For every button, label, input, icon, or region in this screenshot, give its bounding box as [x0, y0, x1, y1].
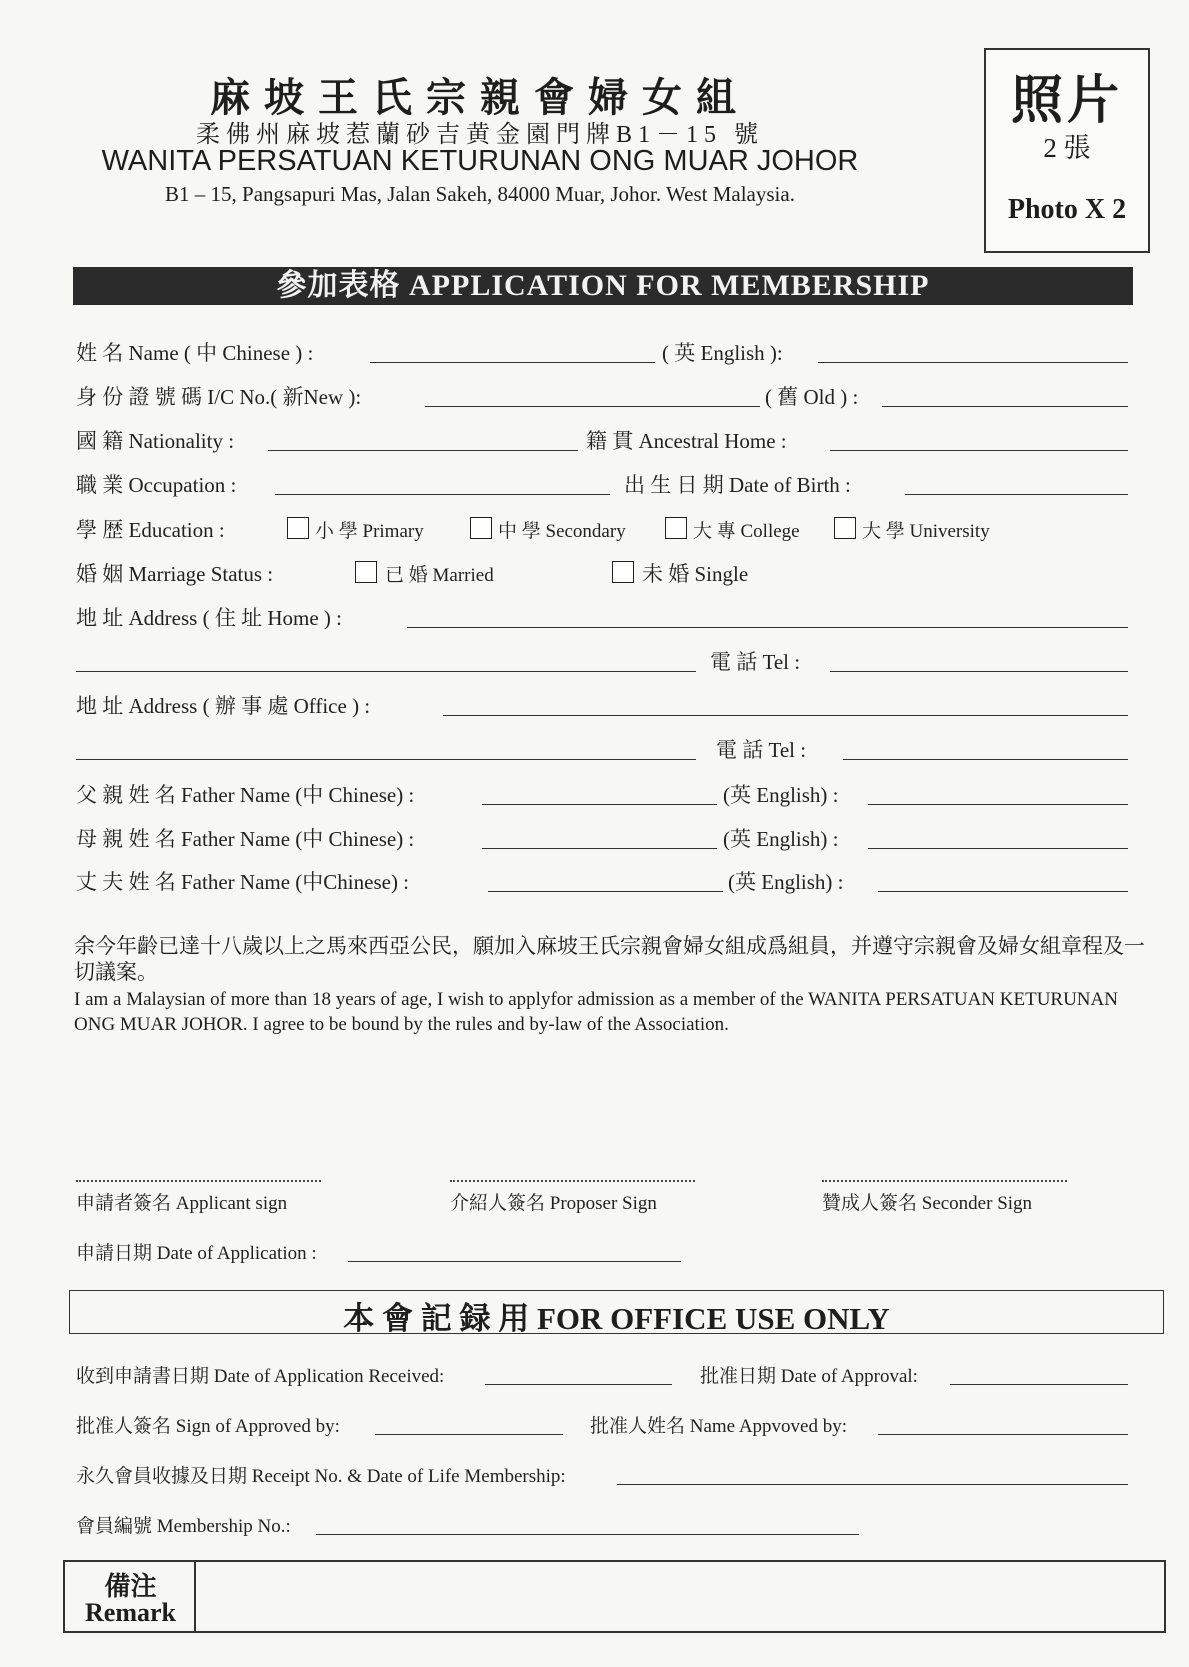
proposer-sign-line[interactable]	[450, 1180, 695, 1182]
name-english-label: ( 英 English ):	[662, 341, 783, 365]
remark-label-english: Remark	[85, 1598, 176, 1627]
nationality-label: 國 籍 Nationality :	[76, 429, 235, 453]
mother-name-chinese-label: 母 親 姓 名 Father Name (中 Chinese) :	[76, 827, 415, 851]
husband-name-english-label: (英 English) :	[728, 870, 844, 894]
office-address-field-line2[interactable]	[76, 759, 696, 760]
education-secondary-checkbox[interactable]	[470, 517, 492, 539]
name-approved-field[interactable]	[878, 1434, 1128, 1435]
name-approved-label: 批准人姓名 Name Appvoved by:	[590, 1416, 848, 1437]
husband-name-chinese-label: 丈 夫 姓 名 Father Name (中Chinese) :	[76, 870, 410, 894]
applicant-sign-label: 申請者簽名 Applicant sign	[76, 1193, 288, 1214]
occupation-label: 職 業 Occupation :	[76, 473, 237, 497]
photo-label-chinese: 照片	[1010, 71, 1123, 131]
declaration-english: I am a Malaysian of more than 18 years of age, I wish to applyfor admission as a member of the WANITA PERSATUAN KETURUNAN ONG MUAR JOHOR. I agree to be bound by the rules and by-law of the Association.	[74, 989, 1118, 1035]
org-name-chinese: 麻坡王氏宗親會婦女組	[210, 75, 750, 121]
name-chinese-field[interactable]	[370, 362, 655, 363]
education-secondary-label: 中 學 Secondary	[498, 521, 626, 542]
home-tel-field[interactable]	[830, 671, 1128, 672]
office-use-title: 本 會 記 録 用 FOR OFFICE USE ONLY	[343, 1301, 890, 1336]
remark-label-cell	[65, 1562, 196, 1631]
date-of-application-field[interactable]	[348, 1261, 681, 1262]
single-checkbox[interactable]	[612, 561, 634, 583]
membership-no-field[interactable]	[316, 1534, 859, 1535]
remark-box	[63, 1560, 1166, 1633]
education-primary-label: 小 學 Primary	[315, 521, 424, 542]
married-label: 已 婚 Married	[385, 565, 494, 586]
dob-field[interactable]	[905, 494, 1128, 495]
office-address-label: 地 址 Address ( 辦 事 處 Office ) :	[76, 694, 371, 718]
father-name-english-label: (英 English) :	[723, 783, 839, 807]
ic-old-field[interactable]	[882, 406, 1128, 407]
education-college-checkbox[interactable]	[665, 517, 687, 539]
married-checkbox[interactable]	[355, 561, 377, 583]
org-name-english: WANITA PERSATUAN KETURUNAN ONG MUAR JOHOR	[101, 145, 859, 177]
education-university-checkbox[interactable]	[834, 517, 856, 539]
seconder-sign-line[interactable]	[822, 1180, 1067, 1182]
application-received-label: 收到申請書日期 Date of Application Received:	[76, 1366, 445, 1387]
husband-name-english-field[interactable]	[878, 891, 1128, 892]
office-use-header	[69, 1290, 1164, 1334]
home-address-field-line2[interactable]	[76, 671, 696, 672]
home-address-label: 地 址 Address ( 住 址 Home ) :	[76, 606, 342, 630]
seconder-sign-label: 贊成人簽名 Seconder Sign	[822, 1193, 1033, 1214]
education-college-label: 大 專 College	[693, 521, 800, 542]
receipt-field[interactable]	[617, 1484, 1128, 1485]
sign-approved-field[interactable]	[375, 1434, 563, 1435]
approval-date-field[interactable]	[950, 1384, 1128, 1385]
marriage-status-label: 婚 姻 Marriage Status :	[76, 562, 274, 586]
husband-name-chinese-field[interactable]	[488, 891, 723, 892]
nationality-field[interactable]	[268, 450, 578, 451]
ic-old-label: ( 舊 Old ) :	[765, 385, 859, 409]
dob-label: 出 生 日 期 Date of Birth :	[624, 473, 851, 497]
father-name-english-field[interactable]	[868, 804, 1128, 805]
office-tel-label: 電 話 Tel :	[716, 738, 807, 762]
office-tel-field[interactable]	[843, 759, 1128, 760]
receipt-label: 永久會員收據及日期 Receipt No. & Date of Life Membership:	[76, 1466, 566, 1487]
approval-date-label: 批准日期 Date of Approval:	[700, 1366, 918, 1387]
father-name-chinese-label: 父 親 姓 名 Father Name (中 Chinese) :	[76, 783, 415, 807]
application-received-field[interactable]	[485, 1384, 672, 1385]
photo-box	[984, 48, 1150, 253]
ancestral-home-field[interactable]	[830, 450, 1128, 451]
membership-no-label: 會員編號 Membership No.:	[76, 1516, 291, 1537]
ic-new-label: 身 份 證 號 碼 I/C No.( 新New ):	[76, 385, 362, 409]
father-name-chinese-field[interactable]	[482, 804, 717, 805]
ancestral-home-label: 籍 貫 Ancestral Home :	[586, 429, 787, 453]
home-tel-label: 電 話 Tel :	[710, 650, 801, 674]
declaration-chinese: 余今年齡已達十八歲以上之馬來西亞公民，願加入麻坡王氏宗親會婦女組成爲組員，并遵守宗親會及婦女組章程及一切議案。	[74, 934, 1145, 984]
education-label: 學 歴 Education :	[76, 518, 225, 542]
office-address-field[interactable]	[443, 715, 1128, 716]
photo-label-english: Photo X 2	[1007, 194, 1127, 225]
remark-field[interactable]	[198, 1562, 1164, 1631]
address-english: B1 – 15, Pangsapuri Mas, Jalan Sakeh, 84000 Muar, Johor. West Malaysia.	[165, 182, 795, 206]
address-chinese: 柔佛州麻坡惹蘭砂吉黄金園門牌B1－15 號	[195, 122, 764, 148]
ic-new-field[interactable]	[425, 406, 760, 407]
name-english-field[interactable]	[818, 362, 1128, 363]
remark-label-chinese: 備注	[104, 1572, 157, 1602]
proposer-sign-label: 介紹人簽名 Proposer Sign	[450, 1193, 657, 1214]
name-chinese-label: 姓 名 Name ( 中 Chinese ) :	[76, 341, 314, 365]
home-address-field[interactable]	[407, 627, 1128, 628]
date-of-application-label: 申請日期 Date of Application :	[76, 1243, 317, 1264]
sign-approved-label: 批准人簽名 Sign of Approved by:	[76, 1416, 340, 1437]
mother-name-english-field[interactable]	[868, 848, 1128, 849]
single-label: 未 婚 Single	[642, 562, 749, 586]
mother-name-chinese-field[interactable]	[482, 848, 717, 849]
education-university-label: 大 學 University	[862, 521, 990, 542]
form-title-bar: 參加表格 APPLICATION FOR MEMBERSHIP	[73, 267, 1133, 305]
mother-name-english-label: (英 English) :	[723, 827, 839, 851]
education-primary-checkbox[interactable]	[287, 517, 309, 539]
occupation-field[interactable]	[275, 494, 610, 495]
photo-quantity-chinese: 2 張	[1043, 133, 1091, 163]
applicant-sign-line[interactable]	[76, 1180, 321, 1182]
